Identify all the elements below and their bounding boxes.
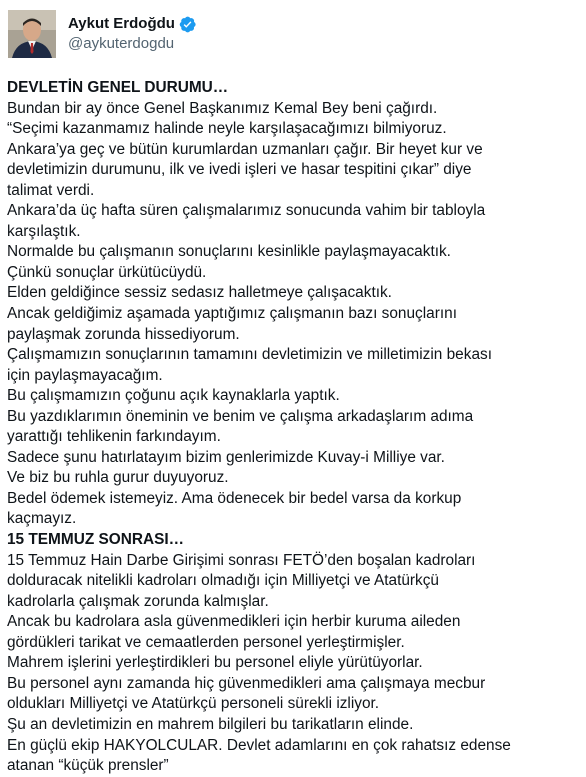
tweet-text-line: Bundan bir ay önce Genel Başkanımız Kemal Bey beni çağırdı. <box>7 99 438 117</box>
tweet-text-line: 15 Temmuz Hain Darbe Girişimi sonrası FETÖ’den boşalan kadroları <box>7 551 476 569</box>
tweet-text-line: Şu an devletimizin en mahrem bilgileri bu tarikatların elinde. <box>7 715 414 733</box>
tweet-text <box>7 78 579 777</box>
tweet-header <box>8 8 197 60</box>
tweet-heading-line: DEVLETİN GENEL DURUMU… <box>7 79 229 96</box>
avatar[interactable] <box>8 10 56 58</box>
verified-badge-icon[interactable] <box>178 15 197 34</box>
tweet-text-line: Elden geldiğince sessiz sedasız halletmeye çalışacaktık. <box>7 284 392 302</box>
tweet-text-line: Bu çalışmamızın çoğunu açık kaynaklarla yaptık. <box>7 387 340 405</box>
tweet-text-line: paylaşmak zorunda hissediyorum. <box>7 325 240 343</box>
handle[interactable]: @aykuterdogdu <box>68 35 175 52</box>
tweet-text-line: oldukları Milliyetçi ve Atatürkçü personeli sürekli izliyor. <box>7 695 380 713</box>
tweet-text-line: için paylaşmayacağım. <box>7 366 163 384</box>
name-row <box>68 14 197 34</box>
tweet-text-line: gördükleri tarikat ve cemaatlerden personel yerleştirmişler. <box>7 633 405 651</box>
tweet-text-line: En güçlü ekip HAKYOLCULAR. Devlet adamlarını en çok rahatsız edense <box>7 736 511 754</box>
tweet-text-line: Ankara’da üç hafta süren çalışmalarımız sonucunda vahim bir tabloyla <box>7 202 486 220</box>
tweet-text-line: dolduracak nitelikli kadroları olmadığı için Milliyetçi ve Atatürkçü <box>7 572 439 590</box>
display-name[interactable]: Aykut Erdoğdu <box>68 15 175 32</box>
tweet-text-line: “Seçimi kazanmamız halinde neyle karşılaşacağımızı bilmiyoruz. <box>7 120 447 138</box>
tweet-text-line: Bu yazdıklarımın öneminin ve benim ve çalışma arkadaşlarım adıma <box>7 407 474 425</box>
tweet-text-line: atanan “küçük prensler” <box>7 757 169 775</box>
tweet-text-line: Sadece şunu hatırlatayım bizim genlerimizde Kuvay-i Milliye var. <box>7 448 445 466</box>
tweet-text-line: Ancak geldiğimiz aşamada yaptığımız çalışmanın bazı sonuçlarını <box>7 305 457 323</box>
tweet-text-line: yarattığı tehlikenin farkındayım. <box>7 428 221 446</box>
tweet-text-line: kaçmayız. <box>7 510 77 528</box>
tweet-text-line: Normalde bu çalışmanın sonuçlarını kesinlikle paylaşmayacaktık. <box>7 243 451 261</box>
tweet-text-line: Çalışmamızın sonuçlarının tamamını devletimizin ve milletimizin bekası <box>7 346 492 364</box>
tweet-text-line: kadrolarla çalışmak zorunda kalmışlar. <box>7 592 269 610</box>
tweet-text-line: devletimizin durumunu, ilk ve ivedi işleri ve hasar tespitini çıkar” diye <box>7 161 472 179</box>
tweet-text-line: talimat verdi. <box>7 181 95 199</box>
tweet-heading-line: 15 TEMMUZ SONRASI… <box>7 531 185 549</box>
tweet-text-line: karşılaştık. <box>7 222 81 240</box>
tweet-text-line: Bedel ödemek istemeyiz. Ama ödenecek bir bedel varsa da korkup <box>7 489 462 507</box>
tweet-text-line: Ankara’ya geç ve bütün kurumlardan uzmanları çağır. Bir heyet kur ve <box>7 140 483 158</box>
tweet-text-line: Mahrem işlerini yerleştirdikleri bu personel eliyle yürütüyorlar. <box>7 654 423 672</box>
tweet-text-line: Bu personel aynı zamanda hiç güvenmedikleri ama çalışmaya mecbur <box>7 674 486 692</box>
profile-photo-icon <box>8 10 56 58</box>
tweet-text-line: Ve biz bu ruhla gurur duyuyoruz. <box>7 469 229 487</box>
author-names <box>68 14 197 54</box>
tweet-text-line: Çünkü sonuçlar ürkütücüydü. <box>7 263 207 281</box>
tweet-text-line: Ancak bu kadrolara asla güvenmedikleri için herbir kuruma aileden <box>7 613 461 631</box>
